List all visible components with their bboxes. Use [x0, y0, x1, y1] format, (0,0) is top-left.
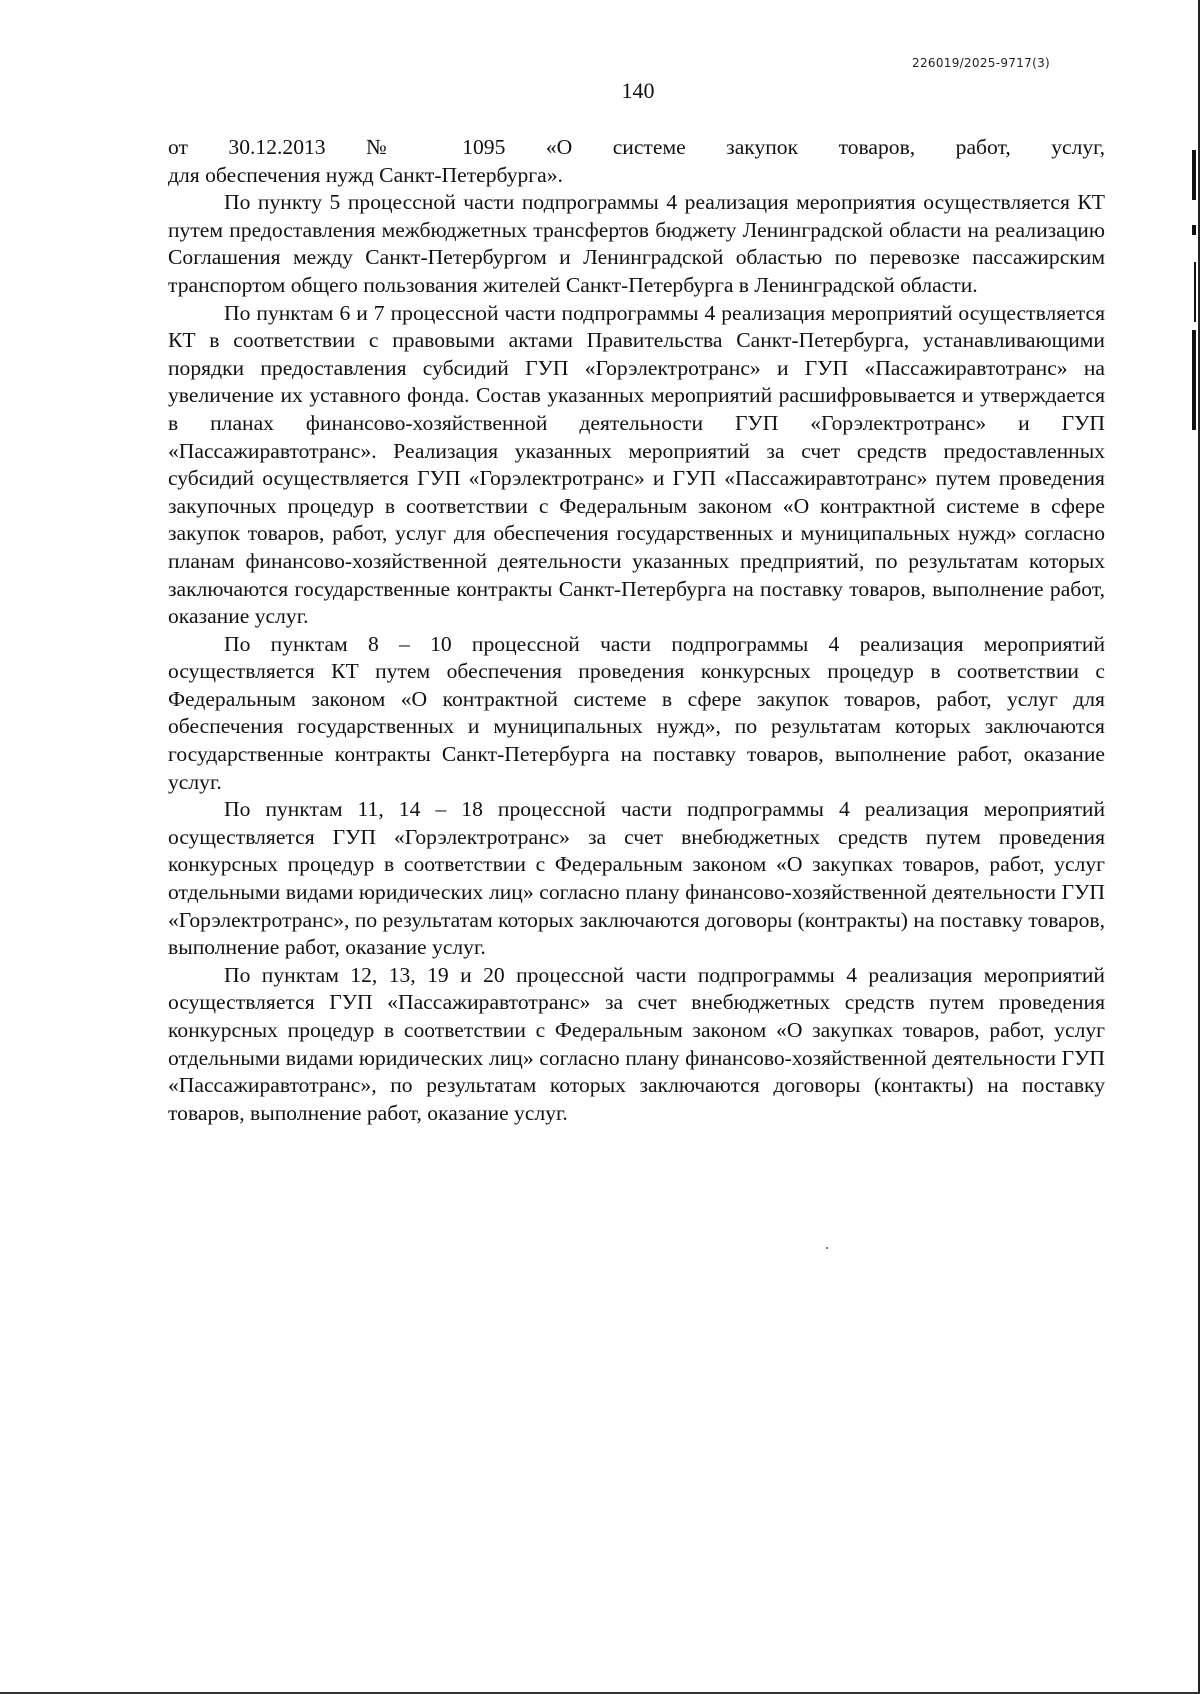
paragraph-continuation [168, 134, 1105, 189]
document-body [168, 134, 1105, 1127]
paragraph-item-5: По пункту 5 процессной части подпрограммы 4 реализация мероприятия осуществляется КТ путем предоставления межбюджетных трансфертов бюджету Ленинградской области на реализацию Соглашения между Санкт-Петербургом и Ленинградской областью по перевозке пассажирским транспортом общего пользования жителей Санкт-Петербурга в Ленинградской области. [168, 190, 1105, 297]
document-id: 226019/2025-9717(3) [912, 56, 1050, 70]
scan-dot [826, 1247, 828, 1249]
paragraph-items-6-7: По пунктам 6 и 7 процессной части подпрограммы 4 реализация мероприятий осуществляется КТ в соответствии с правовыми актами Правительства Санкт-Петербурга, устанавливающими порядки предоставления субсидий ГУП «Горэлектротранс» и ГУП «Пассажиравтотранс» на увеличение их уставного фонда. Состав указанных мероприятий расшифровывается и утверждается в планах финансово-хозяйственной деятельности ГУП «Горэлектротранс» и ГУП «Пассажиравтотранс». Реализация указанных мероприятий за счет средств предоставленных субсидий осуществляется ГУП «Горэлектротранс» и ГУП «Пассажиравтотранс» путем проведения закупочных процедур в соответствии с Федеральным законом «О контрактной системе в сфере закупок товаров, работ, услуг для обеспечения государственных и муниципальных нужд» согласно планам финансово-хозяйственной деятельности указанных предприятий, по результатам которых заключаются государственные контракты Санкт-Петербурга на поставку товаров, выполнение работ, оказание услуг. [168, 300, 1105, 629]
paragraph-items-8-10: По пунктам 8 – 10 процессной части подпрограммы 4 реализация мероприятий осуществляется КТ путем обеспечения проведения конкурсных процедур в соответствии с Федеральным законом «О контрактной системе в сфере закупок товаров, работ, услуг для обеспечения государственных и муниципальных нужд», по результатам которых заключаются государственные контракты Санкт-Петербурга на поставку товаров, выполнение работ, оказание услуг. [168, 631, 1105, 794]
paragraph-continuation-rest: для обеспечения нужд Санкт-Петербурга». [168, 162, 563, 187]
paragraph-items-11-14-18: По пунктам 11, 14 – 18 процессной части подпрограммы 4 реализация мероприятий осуществляется ГУП «Горэлектротранс» за счет внебюджетных средств путем проведения конкурсных процедур в соответствии с Федеральным законом «О закупках товаров, работ, услуг отдельными видами юридических лиц» согласно плану финансово-хозяйственной деятельности ГУП «Горэлектротранс», по результатам которых заключаются договоры (контракты) на поставку товаров, выполнение работ, оказание услуг. [168, 797, 1105, 960]
paragraph-items-12-13-19-20: По пунктам 12, 13, 19 и 20 процессной части подпрограммы 4 реализация мероприятий осуществляется ГУП «Пассажиравтотранс» за счет внебюджетных средств путем проведения конкурсных процедур в соответствии с Федеральным законом «О закупках товаров, работ, услуг отдельными видами юридических лиц» согласно плану финансово-хозяйственной деятельности ГУП «Пассажиравтотранс», по результатам которых заключаются договоры (контакты) на поставку товаров, выполнение работ, оказание услуг. [168, 962, 1105, 1125]
scan-edge-mark [1192, 330, 1196, 430]
page-number: 140 [621, 78, 655, 103]
scan-edge-mark [1194, 262, 1196, 322]
scan-edge-mark [1192, 225, 1196, 235]
scan-edge-mark [1192, 150, 1196, 200]
paragraph-continuation-first-line: от 30.12.2013 № 1095 «О системе закупок товаров, работ, услуг, [168, 135, 1105, 159]
